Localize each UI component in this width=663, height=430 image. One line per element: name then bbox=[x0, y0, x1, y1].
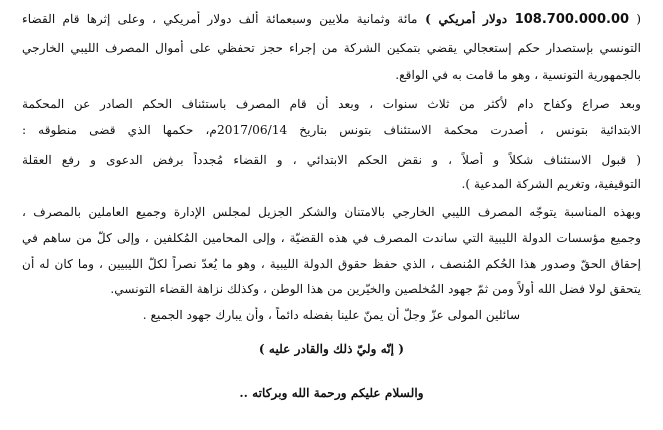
paragraph-2-line-3: ( قبول الاستئناف شكلاً و أصلاً ، و نقض الحكم الابتدائي ، و القضاء مُجدداً برفض الدعوى و رفع العقلة bbox=[22, 153, 641, 167]
paragraph-2-line-4: التوقيفية، وتغريم الشركة المدعية ). bbox=[461, 177, 641, 191]
amount-currency: دولار أمريكي ) bbox=[417, 12, 515, 26]
paragraph-3-line-2: وجميع مؤسسات الدولة الليبية التي ساندت المصرف في هذه القضيّة ، وإلى المحامين المُكلفين ، وإلى كلّ من ساهم في bbox=[22, 231, 641, 245]
closing-dua: ( إنّه وليّ ذلك والقادر عليه ) bbox=[258, 342, 405, 356]
paragraph-3-line-3: إحقاق الحقّ وصدور هذا الحُكم المُنصف ، الذي حفظ حقوق الدولة الليبية ، وهو ما يُعدّ نصراً لكلّ الليبيين ، وما كان له أن bbox=[22, 257, 641, 271]
paragraph-1-line-2: التونسي بإستصدار حكم إستعجالي يقضي بتمكين الشركة من إجراء حجز تحفظي على أموال المصرف الليبي الخارجي bbox=[22, 41, 641, 55]
paragraph-1-line-1 bbox=[22, 11, 641, 28]
closing-prayer: سائلين المولى عزّ وجلّ أن يمنّ علينا بفضله دائماً ، وأن يبارك جهود الجميع . bbox=[142, 308, 521, 322]
paragraph-2-line-2: الابتدائية بتونس ، أصدرت محكمة الاستئناف بتونس بتاريخ 2017/06/14م، حكمها الذي قضى منطوقه : bbox=[22, 123, 641, 137]
amount-description: مائة وثمانية ملايين وسبعمائة ألف دولار أمريكي ، وعلى إثرها قام القضاء bbox=[22, 12, 418, 26]
paragraph-3-line-4: يتحقق لولا فضل الله أولاً ومن ثمّ جهود المُخلصين والخيّرين من هذا الوطن ، وكذلك نزاهة القضاء التونسي. bbox=[110, 282, 641, 296]
paragraph-2-line-1: وبعد صراع وكفاح دام لأكثر من ثلاث سنوات ، وبعد أن قام المصرف باستئناف الحكم الصادر عن المحكمة bbox=[22, 97, 641, 111]
amount-value: 108.700.000.00 bbox=[514, 12, 630, 27]
closing-salam: والسلام عليكم ورحمة الله وبركاته .. bbox=[239, 386, 424, 400]
paragraph-1-line-3: بالجمهورية التونسية ، وهو ما قامت به في الواقع. bbox=[395, 68, 641, 82]
paragraph-3-line-1: وبهذه المناسبة يتوجّه المصرف الليبي الخارجي بالامتنان والشكر الجزيل لمجلس الإدارة وجميع العاملين بالمصرف ، bbox=[22, 205, 641, 219]
amount-open-paren: ( bbox=[629, 12, 641, 26]
